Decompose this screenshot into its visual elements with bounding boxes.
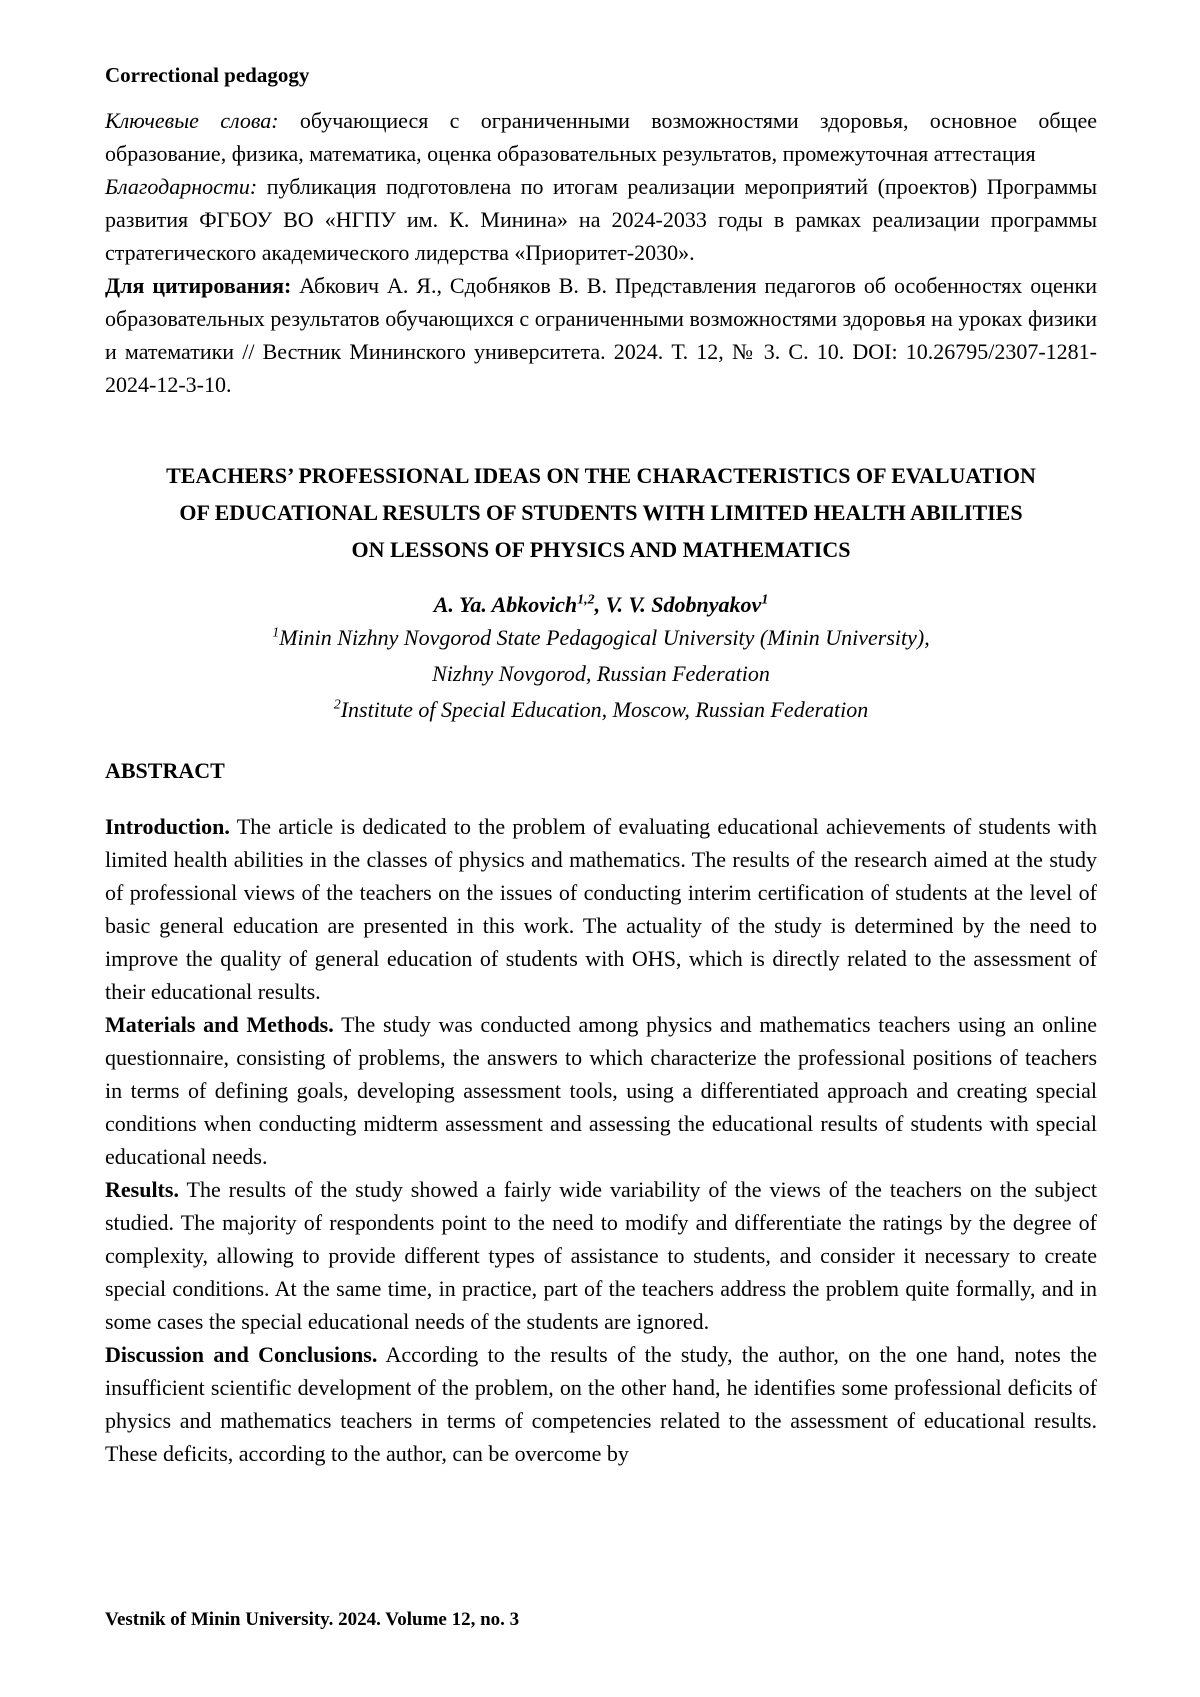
article-title: [105, 457, 1097, 568]
article-title-line-2: OF EDUCATIONAL RESULTS OF STUDENTS WITH LIMITED HEALTH ABILITIES: [179, 500, 1023, 525]
abstract-discussion-label: Discussion and Conclusions.: [105, 1342, 378, 1367]
abstract-section-introduction: [105, 810, 1097, 1008]
authors-line: [105, 590, 1097, 620]
abstract-materials-methods-text: The study was conducted among physics and mathematics teachers using an online questionnaire, consisting of problems, the answers to which characterize the professional positions of teachers in terms of defining goals, developing assessment tools, using a differentiated approach and creating special conditions when conducting midterm assessment and assessing the educational results of students with special educational needs.: [105, 1012, 1098, 1169]
abstract-introduction-label: Introduction.: [105, 814, 230, 839]
citation-label: Для цитирования:: [105, 273, 292, 298]
abstract-section-discussion-conclusions: [105, 1338, 1097, 1470]
affiliation-line-1: [105, 620, 1097, 656]
affiliation-1-sup: 1: [272, 625, 280, 641]
affiliation-3-text: Institute of Special Education, Moscow, Russian Federation: [340, 697, 869, 722]
affiliation-1-text: Minin Nizhny Novgorod State Pedagogical University (Minin University),: [279, 625, 930, 650]
abstract-body: [105, 810, 1097, 1470]
affiliation-2-text: Nizhny Novgorod, Russian Federation: [432, 661, 770, 686]
section-header: Correctional pedagogy: [105, 63, 310, 87]
page-footer: Vestnik of Minin University. 2024. Volume 12, no. 3: [105, 1609, 520, 1630]
acknowledgements-label: Благодарности:: [105, 174, 258, 199]
keywords-paragraph: [105, 104, 1097, 170]
article-title-line-1: TEACHERS’ PROFESSIONAL IDEAS ON THE CHARACTERISTICS OF EVALUATION: [166, 463, 1036, 488]
acknowledgements-paragraph: [105, 170, 1097, 269]
citation-paragraph: [105, 269, 1097, 401]
acknowledgements-text: публикация подготовлена по итогам реализации мероприятий (проектов) Программы развития ФГБОУ ВО «НГПУ им. К. Минина» на 2024-2033 годы в рамках реализации программы стратегического академического лидерства «Приоритет-2030».: [105, 174, 1098, 265]
citation-text: Абкович А. Я., Сдобняков В. В. Представления педагогов об особенностях оценки образовательных результатов обучающихся с ограниченными возможностями здоровья на уроках физики и математики // Вестник Мининского университета. 2024. Т. 12, № 3. С. 10. DOI: 10.26795/2307-1281-2024-12-3-10.: [105, 273, 1098, 397]
author-1-name: A. Ya. Abkovich: [433, 592, 578, 617]
author-2-affiliation-sup: 1: [761, 592, 769, 608]
author-2-name: V. V. Sdobnyakov: [605, 592, 762, 617]
keywords-text: обучающиеся с ограниченными возможностями здоровья, основное общее образование, физика, математика, оценка образовательных результатов, промежуточная аттестация: [105, 108, 1097, 166]
authors-separator: ,: [594, 592, 606, 617]
abstract-heading: ABSTRACT: [105, 758, 225, 783]
keywords-label: Ключевые слова:: [105, 108, 279, 133]
affiliation-3-sup: 2: [333, 697, 341, 713]
affiliations-block: [105, 620, 1097, 728]
abstract-results-label: Results.: [105, 1177, 179, 1202]
abstract-introduction-text: The article is dedicated to the problem of evaluating educational achievements of students with limited health abilities in the classes of physics and mathematics. The results of the research aimed at the study of professional views of the teachers on the issues of conducting interim certification of students at the level of basic general education are presented in this work. The actuality of the study is determined by the need to improve the quality of general education of students with OHS, which is directly related to the assessment of their educational results.: [105, 814, 1098, 1004]
author-1-affiliation-sup: 1,2: [577, 592, 595, 608]
affiliation-line-2: [105, 656, 1097, 692]
abstract-section-results: [105, 1173, 1097, 1338]
abstract-results-text: The results of the study showed a fairly wide variability of the views of the teachers on the subject studied. The majority of respondents point to the need to modify and differentiate the ratings by the degree of complexity, allowing to provide different types of assistance to students, and consider it necessary to create special conditions. At the same time, in practice, part of the teachers address the problem quite formally, and in some cases the special educational needs of the students are ignored.: [105, 1177, 1097, 1334]
abstract-discussion-text: According to the results of the study, the author, on the one hand, notes the insufficient scientific development of the problem, on the other hand, he identifies some professional deficits of physics and mathematics teachers in terms of competencies related to the assessment of educational results. These deficits, according to the author, can be overcome by: [105, 1342, 1097, 1466]
article-title-line-3: ON LESSONS OF PHYSICS AND MATHEMATICS: [351, 537, 851, 562]
abstract-section-materials-methods: [105, 1008, 1097, 1173]
affiliation-line-3: [105, 692, 1097, 728]
abstract-materials-methods-label: Materials and Methods.: [105, 1012, 334, 1037]
